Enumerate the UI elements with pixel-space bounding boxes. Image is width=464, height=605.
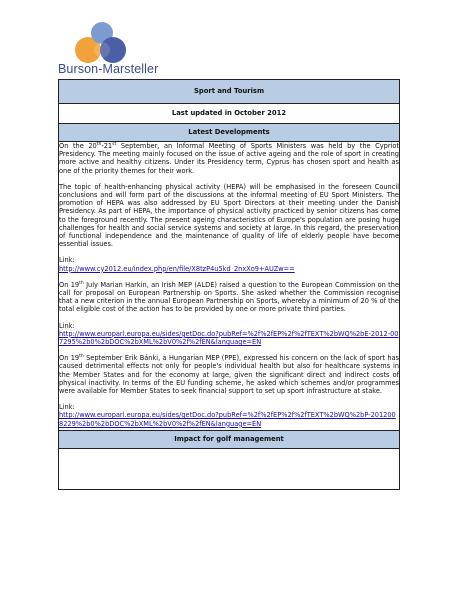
link-line <box>59 330 399 346</box>
paragraph-banki <box>59 354 399 395</box>
link-line <box>59 411 399 427</box>
document-title: Sport and Tourism <box>59 80 400 104</box>
burson-marsteller-logo <box>58 20 188 78</box>
superscript: th <box>79 280 84 286</box>
paragraph-text: September Erik Bánki, a Hungarian MEP (PPE), expressed his concern on the lack of sport has caused detrimental effects not only for people's individual health but also for healthcare systems in the Member States and for the economy at large, given the significant direct and indirect costs of physical inactivity. In terms of the EU funding scheme, he asked which schemes and/or programmes were available for Member States to seek financial support to set up sport infrastructure at stake. <box>59 354 399 396</box>
link-label: Link: <box>59 256 75 265</box>
paragraph-text: July Marian Harkin, an Irish MEP (ALDE) raised a question to the European Commission on the call for proposal on European Partnership on Sports. She asked whether the Commission recognise that a new criterion in the annual European Partnership on Sports, whereby a minimum of 20 % of the total eligible cost of the action has to be provided by one or more private third parties. <box>59 280 400 314</box>
paragraph-harkin <box>59 281 399 314</box>
paragraph-text: On 19 <box>59 354 80 363</box>
document-table <box>58 79 400 490</box>
paragraph-cyprus-meeting <box>59 142 399 175</box>
link-label: Link: <box>59 321 75 330</box>
logo-circles-icon <box>58 20 188 64</box>
link-label: Link: <box>59 403 75 412</box>
link-europarl-harkin[interactable]: http://www.europarl.europa.eu/sides/getDoc.do?pubRef=%2f%2fEP%2f%2fTEXT%2bWQ%2bE-2012-007295%2b0%2bDOC%2bXML%2bV0%2f%2fEN&language=EN <box>59 329 399 347</box>
last-updated: Last updated in October 2012 <box>59 104 400 124</box>
superscript: th <box>96 141 102 147</box>
paragraph-hepa: The topic of health-enhancing physical activity (HEPA) will be emphasised in the foreseen Council conclusions and will form part of the discussions at the informal meeting of EU Sport Ministers. The promotion of HEPA was also addressed by EU Sport Directors at their meeting under the Danish Presidency. As part of HEPA, the importance of physical activity practiced by senior citizens has come to the foreground recently. The present ageing characteristics of Europe's population are posing huge challenges for health and social service systems and society at large. In this regard, the preservation of functional independence and the maintenance of quality of life of elderly people have become essential issues. <box>59 182 399 249</box>
paragraph-text: On 19 <box>59 280 80 289</box>
paragraph-text: -21 <box>101 142 113 150</box>
superscript: st <box>112 141 117 147</box>
section-body-empty <box>59 448 400 489</box>
paragraph-text: On the 20 <box>59 142 97 150</box>
link-europarl-banki[interactable]: http://www.europarl.europa.eu/sides/getDoc.do?pubRef=%2f%2fEP%2f%2fTEXT%2bWQ%2bP-2012008229%2b0%2bDOC%2bXML%2bV0%2f%2fEN&language=EN <box>59 411 396 428</box>
section-body <box>59 142 400 431</box>
section-heading-impact-golf: Impact for golf management <box>59 430 400 448</box>
link-line <box>59 265 399 273</box>
superscript: th <box>79 354 84 360</box>
link-cy2012[interactable]: http://www.cy2012.eu/index.php/en/file/X8tzP4u5kd_2nxXo9+AUZw== <box>59 264 295 273</box>
section-heading-latest-developments: Latest Developments <box>59 124 400 142</box>
logo-text: Burson-Marsteller <box>58 62 159 76</box>
paragraph-text: September, an Informal Meeting of Sports Ministers was held by the Cypriot Presidency. The meeting mainly focused on the issue of active ageing and the role of sport in creating more active and healthy citizens. Under its Presidency term, Cyprus has chosen sport and health as one of the priority themes for their work. <box>59 142 399 175</box>
